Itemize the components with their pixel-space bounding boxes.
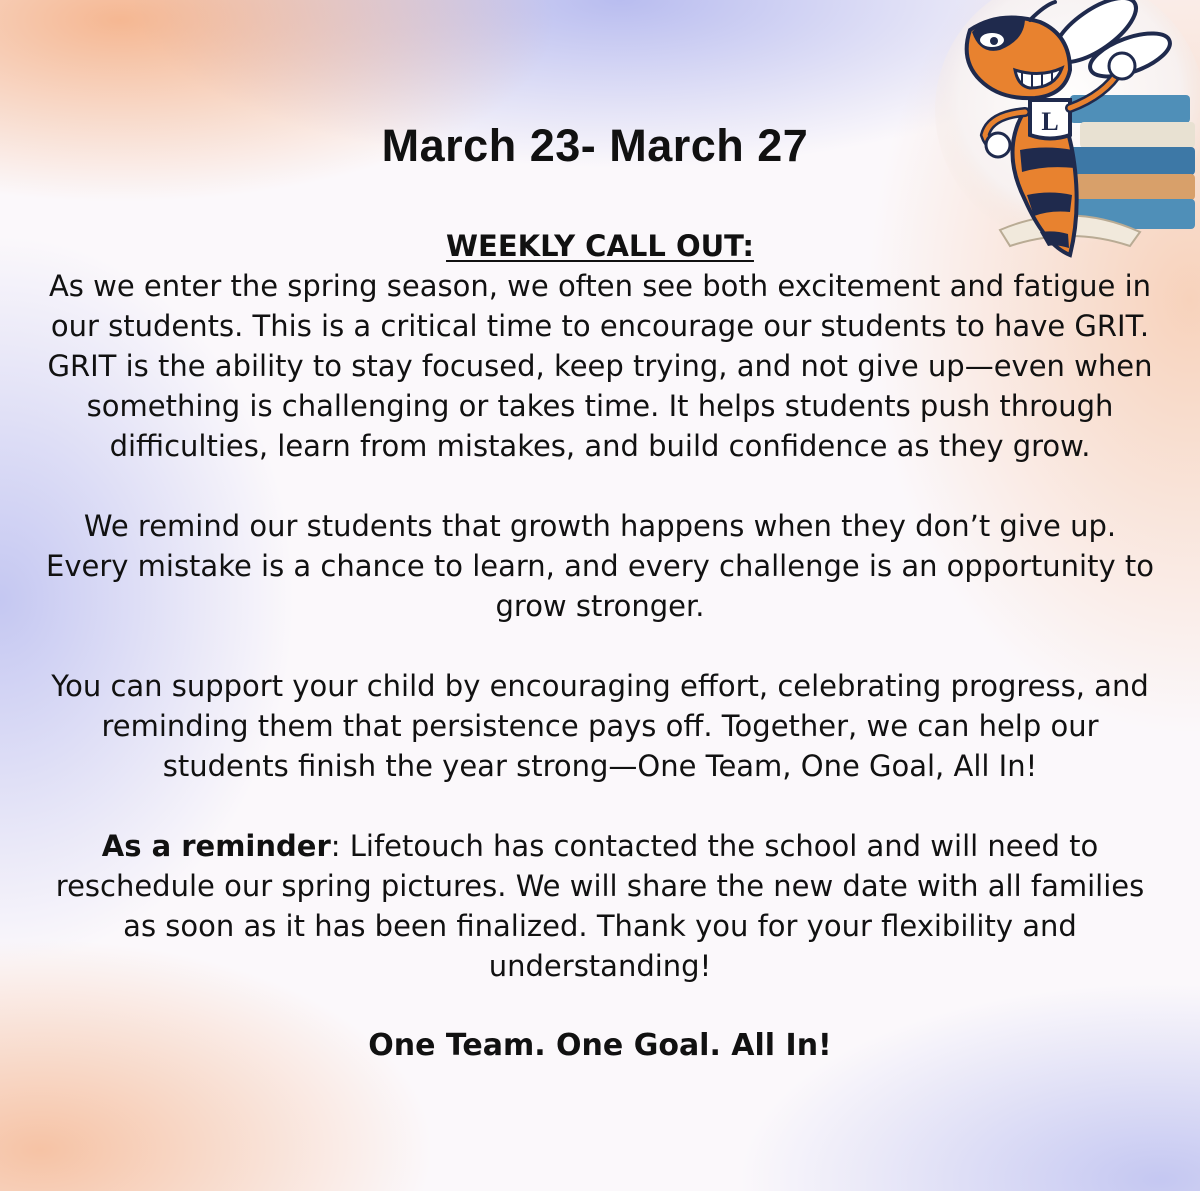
paragraph-reminder <box>40 826 1160 986</box>
closing-slogan: One Team. One Goal. All In! <box>368 1028 832 1063</box>
paragraph-growth: We remind our students that growth happens when they don’t give up. Every mistake is a chance to learn, and every challenge is an opportunity to grow stronger. <box>46 509 1154 623</box>
svg-text:L: L <box>1041 107 1059 136</box>
reminder-text: : Lifetouch has contacted the school and will need to reschedule our spring pictures. We will share the new date with all families as soon as it has been finalized. Thank you for your flexibility and understanding! <box>55 829 1145 983</box>
paragraph-grit: As we enter the spring season, we often see both excitement and fatigue in our students. This is a critical time to encourage our students to have GRIT. GRIT is the ability to stay focused, keep trying, and not give up—even when something is challenging or takes time. It helps students push through difficulties, learn from mistakes, and build confidence as they grow. <box>47 269 1153 463</box>
section-heading: WEEKLY CALL OUT: <box>446 229 754 263</box>
page-title: March 23- March 27 <box>381 120 809 171</box>
announcement-body <box>40 226 1160 1066</box>
reminder-label: As a reminder <box>101 829 331 863</box>
paragraph-support: You can support your child by encouraging effort, celebrating progress, and reminding them that persistence pays off. Together, we can help our students finish the year strong—One Team, One Goal, All In! <box>51 669 1149 783</box>
